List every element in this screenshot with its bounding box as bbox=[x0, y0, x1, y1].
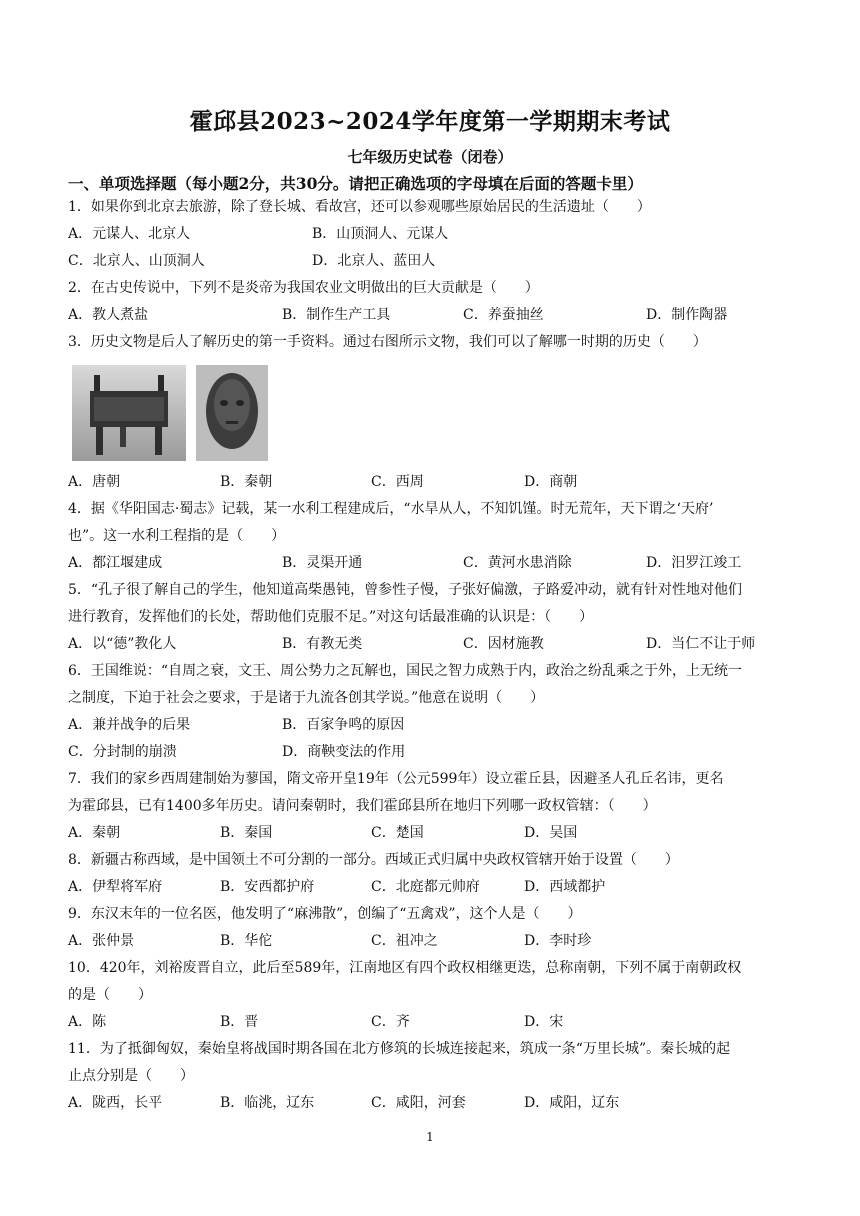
option-b: B．安西都护府 bbox=[220, 879, 315, 895]
question-1-options-row1 bbox=[68, 225, 792, 243]
option-d: D．商鞅变法的作用 bbox=[282, 744, 406, 760]
question-5-stem-line1: 5．“孔子很了解自己的学生，他知道高柴愚钝，曾参性子慢，子张好偏激，子路爱冲动，就有针对性地对他们 bbox=[68, 582, 743, 598]
question-9-stem: 9．东汉末年的一位名医，他发明了“麻沸散”，创编了“五禽戏”，这个人是（ ） bbox=[68, 906, 582, 922]
question-1-options-row2 bbox=[68, 252, 792, 270]
question-6-options-row1 bbox=[68, 716, 792, 734]
option-d: D．咸阳，辽东 bbox=[524, 1095, 620, 1111]
page-number: 1 bbox=[426, 1130, 434, 1144]
option-b: B．秦朝 bbox=[220, 474, 273, 490]
question-10-options bbox=[68, 1013, 792, 1031]
option-c: C．北庭都元帅府 bbox=[371, 879, 480, 895]
option-d: D．宋 bbox=[524, 1014, 564, 1030]
question-7-options bbox=[68, 824, 792, 842]
question-6-stem-line1: 6．王国维说：“自周之衰，文王、周公势力之瓦解也，国民之智力成熟于内，政治之纷乱乘之于外，上无统一 bbox=[68, 663, 743, 679]
question-11-stem-line2: 止点分别是（ ） bbox=[68, 1068, 194, 1084]
question-4-stem-line2: 也”。这一水利工程指的是（ ） bbox=[68, 528, 286, 544]
option-d: D．商朝 bbox=[524, 474, 578, 490]
question-3-options bbox=[68, 473, 792, 491]
option-c: C．齐 bbox=[371, 1014, 410, 1030]
question-5-options bbox=[68, 635, 792, 653]
question-4-options bbox=[68, 554, 792, 572]
option-b: B．晋 bbox=[220, 1014, 259, 1030]
option-a: A．教人煮盐 bbox=[68, 307, 149, 323]
question-3-stem: 3．历史文物是后人了解历史的第一手资料。通过右图所示文物，我们可以了解哪一时期的历史（ ） bbox=[68, 334, 707, 350]
question-7-stem-line1: 7．我们的家乡西周建制始为蓼国，隋文帝开皇19年（公元599年）设立霍丘县，因避圣人孔丘名讳，更名 bbox=[68, 771, 724, 787]
option-a: A．张仲景 bbox=[68, 933, 135, 949]
question-7-stem-line2: 为霍邱县，已有1400多年历史。请问秦朝时，我们霍邱县所在地归下列哪一政权管辖：（ ） bbox=[68, 798, 657, 814]
option-d: D．北京人、蓝田人 bbox=[312, 253, 436, 269]
option-c: C．养蚕抽丝 bbox=[463, 307, 544, 323]
option-c: C．咸阳，河套 bbox=[371, 1095, 466, 1111]
option-d: D．吴国 bbox=[524, 825, 578, 841]
question-10-stem-line2: 的是（ ） bbox=[68, 987, 152, 1003]
question-8-stem: 8．新疆古称西域，是中国领土不可分割的一部分。西域正式归属中央政权管辖开始于设置（ ） bbox=[68, 852, 679, 868]
option-c: C．北京人、山顶洞人 bbox=[68, 253, 205, 269]
option-a: A．陇西，长平 bbox=[68, 1095, 163, 1111]
option-d: D．制作陶器 bbox=[646, 307, 728, 323]
option-a: A．都江堰建成 bbox=[68, 555, 163, 571]
option-b: B．华佗 bbox=[220, 933, 273, 949]
option-a: A．以“德”教化人 bbox=[68, 636, 177, 652]
option-b: B．百家争鸣的原因 bbox=[282, 717, 405, 733]
option-a: A．伊犁将军府 bbox=[68, 879, 163, 895]
option-b: B．灵渠开通 bbox=[282, 555, 363, 571]
option-c: C．楚国 bbox=[371, 825, 424, 841]
option-b: B．有教无类 bbox=[282, 636, 363, 652]
option-b: B．制作生产工具 bbox=[282, 307, 391, 323]
option-c: C．因材施教 bbox=[463, 636, 544, 652]
option-d: D．当仁不让于师 bbox=[646, 636, 756, 652]
exam-subtitle: 七年级历史试卷（闭卷） bbox=[347, 148, 513, 166]
option-b: B．临洮，辽东 bbox=[220, 1095, 315, 1111]
bronze-mask-photo bbox=[196, 365, 268, 461]
question-10-stem-line1: 10．420年，刘裕废晋自立，此后至589年，江南地区有四个政权相继更迭，总称南朝，下列不属于南朝政权 bbox=[68, 960, 742, 976]
question-11-stem-line1: 11．为了抵御匈奴，秦始皇将战国时期各国在北方修筑的长城连接起来，筑成一条“万里长城”。秦长城的起 bbox=[68, 1041, 731, 1057]
option-c: C．黄河水患消除 bbox=[463, 555, 572, 571]
option-d: D．汨罗江竣工 bbox=[646, 555, 742, 571]
option-c: C．祖冲之 bbox=[371, 933, 438, 949]
question-11-options bbox=[68, 1094, 792, 1112]
option-d: D．李时珍 bbox=[524, 933, 592, 949]
option-d: D．西域都护 bbox=[524, 879, 606, 895]
question-8-options bbox=[68, 878, 792, 896]
option-a: A．唐朝 bbox=[68, 474, 121, 490]
question-1-stem: 1．如果你到北京去旅游，除了登长城、看故宫，还可以参观哪些原始居民的生活遗址（ ） bbox=[68, 199, 651, 215]
exam-title: 霍邱县2023~2024学年度第一学期期末考试 bbox=[189, 108, 671, 135]
question-9-options bbox=[68, 932, 792, 950]
option-a: A．元谋人、北京人 bbox=[68, 226, 191, 242]
option-c: C．分封制的崩溃 bbox=[68, 744, 177, 760]
bronze-ding-photo bbox=[72, 365, 186, 461]
question-6-options-row2 bbox=[68, 743, 792, 761]
option-a: A．秦朝 bbox=[68, 825, 121, 841]
section-heading: 一、单项选择题（每小题2分，共30分。请把正确选项的字母填在后面的答题卡里） bbox=[68, 174, 643, 193]
option-c: C．西周 bbox=[371, 474, 424, 490]
option-a: A．兼并战争的后果 bbox=[68, 717, 191, 733]
question-5-stem-line2: 进行教育，发挥他们的长处，帮助他们克服不足。”对这句话最准确的认识是：（ ） bbox=[68, 609, 594, 625]
option-b: B．山顶洞人、元谋人 bbox=[312, 226, 449, 242]
question-6-stem-line2: 之制度，下迫于社会之要求，于是诸于九流各创其学说。”他意在说明（ ） bbox=[68, 690, 545, 706]
option-b: B．秦国 bbox=[220, 825, 273, 841]
question-4-stem-line1: 4．据《华阳国志·蜀志》记载，某一水利工程建成后，“水旱从人，不知饥馑。时无荒年，天下谓之‘天府’ bbox=[68, 501, 714, 517]
question-2-options bbox=[68, 306, 792, 324]
question-2-stem: 2．在古史传说中，下列不是炎帝为我国农业文明做出的巨大贡献是（ ） bbox=[68, 280, 539, 296]
option-a: A．陈 bbox=[68, 1014, 107, 1030]
